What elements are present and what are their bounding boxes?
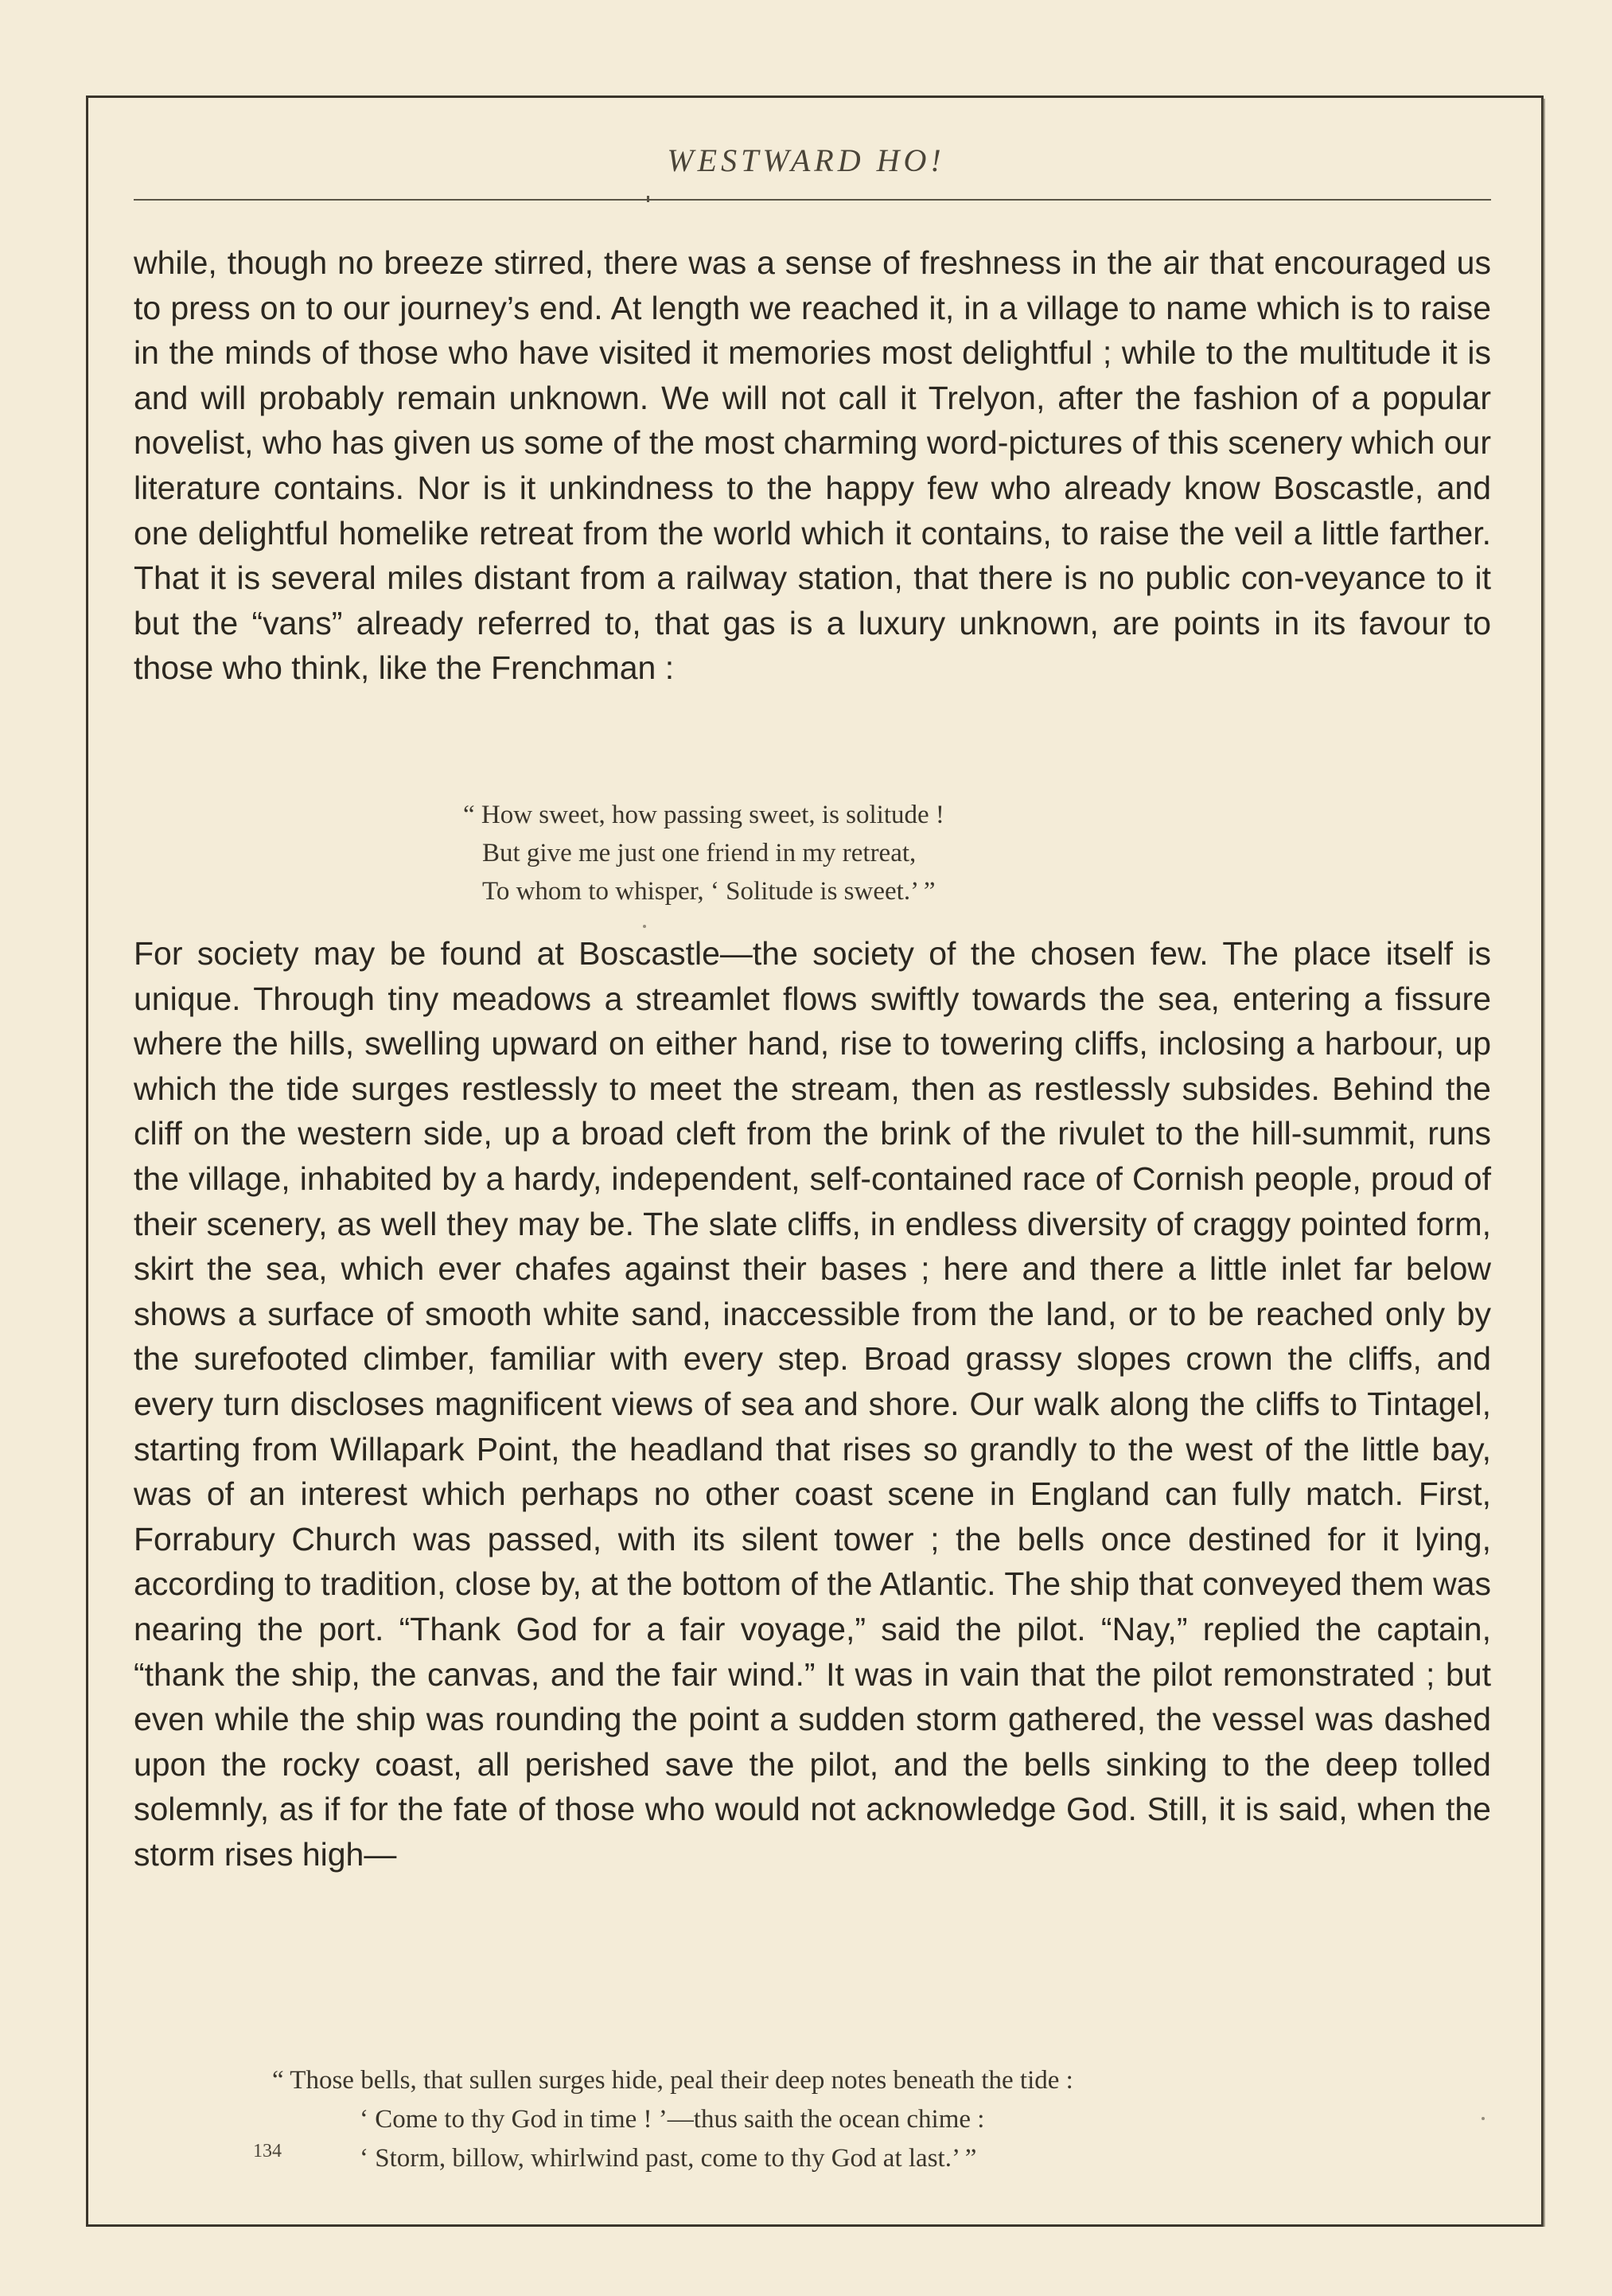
paragraph-opening: while, though no breeze stirred, there was a sense of freshness in the air that encouraged us to press on to our journey’s end. At length we reached it, in a village to name which is to raise in the minds of those who have visited it memories most delightful ; while to the multitude it is and will probably remain unknown. We will not call it Trelyon, after the fashion of a popular novelist, who has given us some of the most charming word-pictures of this scenery which our literature contains. Nor is it unkindness to the happy few who already know Boscastle, and one delightful homelike retreat from the world which it contains, to raise the veil a little farther. That it is several miles distant from a railway station, that there is no public con-veyance to it but the “vans” already referred to, that gas is a luxury unknown, are points in its favour to those who think, like the Frenchman : <box>134 244 1491 687</box>
verse-line: “ How sweet, how passing sweet, is solitude ! <box>463 801 944 829</box>
page-number: 134 <box>253 2141 282 2162</box>
verse-solitude <box>463 796 944 910</box>
verse-line: To whom to whisper, ‘ Solitude is sweet.’ ” <box>482 877 936 906</box>
verse-line: ‘ Storm, billow, whirlwind past, come to thy God at last.’ ” <box>360 2144 977 2173</box>
header-rule <box>134 199 1491 201</box>
page-border-edge <box>1542 99 1545 2227</box>
verse-line: “ Those bells, that sullen surges hide, peal their deep notes beneath the tide : <box>272 2066 1073 2095</box>
verse-bells <box>272 2061 1073 2178</box>
paragraph-boscastle: For society may be found at Boscastle—the society of the chosen few. The place itself is unique. Through tiny meadows a streamlet flows swiftly towards the sea, entering a fissure where the hills, swelling upward on either hand, rise to towering cliffs, inclosing a harbour, up which the tide surges restlessly to meet the stream, then as restlessly subsides. Behind the cliff on the western side, up a broad cleft from the brink of the rivulet to the hill-summit, runs the village, inhabited by a hardy, independent, self-contained race of Cornish people, proud of their scenery, as well they may be. The slate cliffs, in endless diversity of craggy pointed form, skirt the sea, which ever chafes against their bases ; here and there a little inlet far below shows a surface of smooth white sand, inaccessible from the land, or to be reached only by the surefooted climber, familiar with every step. Broad grassy slopes crown the cliffs, and every turn discloses magnificent views of sea and shore. Our walk along the cliffs to Tintagel, starting from Willapark Point, the headland that rises so grandly to the west of the little bay, was of an interest which perhaps no other coast scene in England can fully match. First, Forrabury Church was passed, with its silent tower ; the bells once destined for it lying, according to tradition, close by, at the bottom of the Atlantic. The ship that conveyed them was nearing the port. “Thank God for a fair voyage,” said the pilot. “Nay,” replied the captain, “thank the ship, the canvas, and the fair wind.” It was in vain that the pilot remonstrated ; but even while the ship was rounding the point a sudden storm gathered, the vessel was dashed upon the rocky coast, all perished save the pilot, and the bells sinking to the deep tolled solemnly, as if for the fate of those who would not acknowledge God. Still, it is said, when the storm rises high— <box>134 935 1491 1873</box>
paper-speck <box>1482 2117 1485 2120</box>
header-rule-mark <box>647 196 649 202</box>
running-title: WESTWARD HO! <box>667 142 945 178</box>
verse-line: But give me just one friend in my retreat, <box>482 839 917 867</box>
verse-line: ‘ Come to thy God in time ! ’—thus saith the ocean chime : <box>360 2105 985 2134</box>
paper-speck <box>643 925 646 928</box>
